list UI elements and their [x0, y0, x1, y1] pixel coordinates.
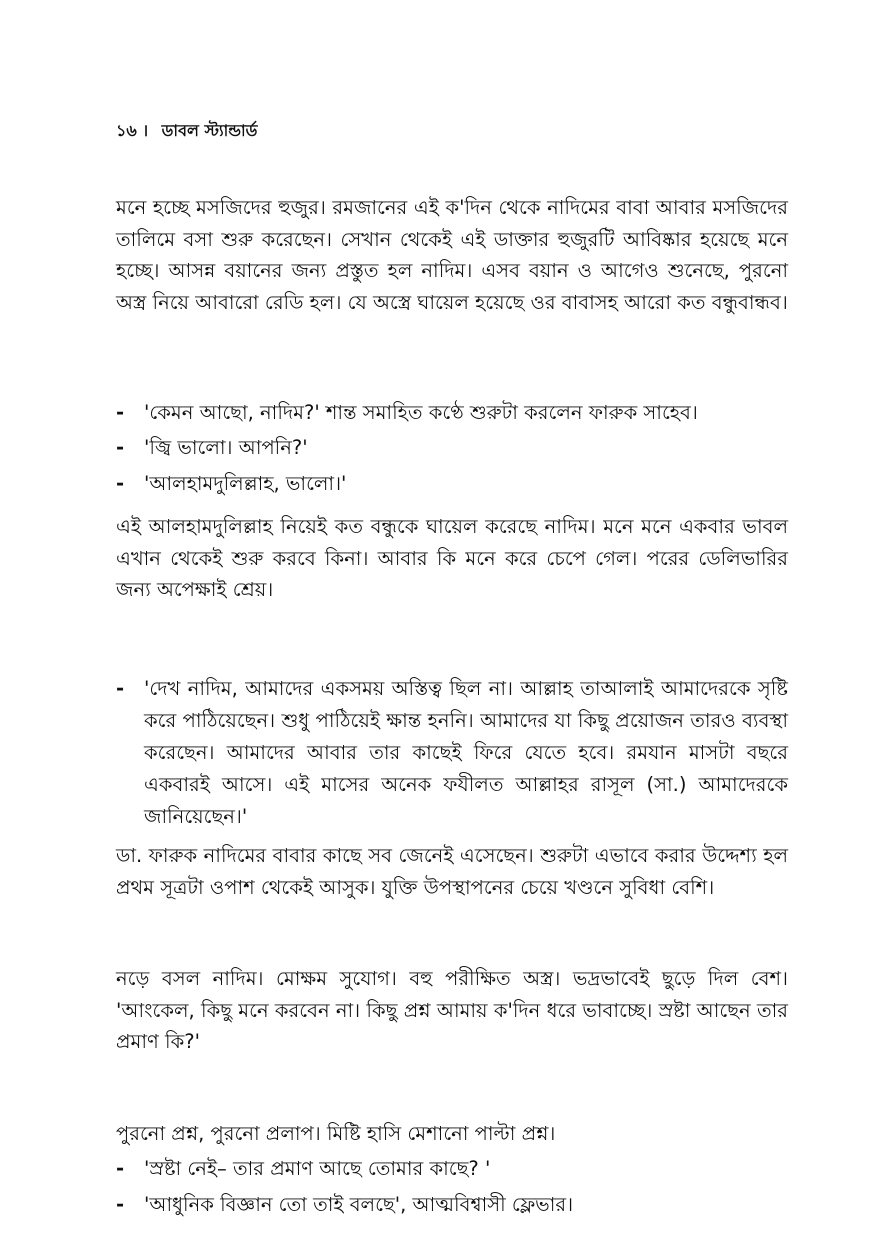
dialogue-dash: - — [116, 472, 125, 495]
dialogue-line-1 — [116, 397, 788, 429]
dialogue-dash: - — [116, 401, 125, 424]
dialogue-text: 'স্রষ্টা নেই– তার প্রমাণ আছে তোমার কাছে? ' — [144, 1157, 491, 1180]
dialogue-line-6 — [116, 1189, 788, 1221]
dialogue-text: 'কেমন আছো, নাদিম?' শান্ত সমাহিত কণ্ঠে শুরুটা করলেন ফারুক সাহেব। — [144, 401, 698, 424]
dialogue-text: 'দেখ নাদিম, আমাদের একসময় অস্তিত্ব ছিল না। আল্লাহ তাআলাই আমাদেরকে সৃষ্টি করে পাঠিয়েছেন। শুধু পাঠিয়েই ক্ষান্ত হননি। আমাদের যা কিছু প্রয়োজন তারও ব্যবস্থা করেছেন। আমাদের আবার তার কাছেই ফিরে যেতে হবে। রমযান মাসটা বছরে একবারই আসে। এই মাসের অনেক ফযীলত আল্লাহর রাসূল (সা.) আমাদেরকে জানিয়েছেন।' — [144, 677, 788, 828]
dialogue-line-4 — [116, 673, 788, 833]
paragraph-1: মনে হচ্ছে মসজিদের হুজুর। রমজানের এই ক'দিন থেকে নাদিমের বাবা আবার মসজিদের তালিমে বসা শুরু করেছেন। সেখান থেকেই এই ডাক্তার হুজুরটি আবিষ্কার হয়েছে মনে হচ্ছে। আসন্ন বয়ানের জন্য প্রস্তুত হল নাদিম। এসব বয়ান ও আগেও শুনেছে, পুরনো অস্ত্র নিয়ে আবারো রেডি হল। যে অস্ত্রে ঘায়েল হয়েছে ওর বাবাসহ আরো কত বন্ধুবান্ধব। — [116, 196, 788, 314]
paragraph-5: পুরনো প্রশ্ন, পুরনো প্রলাপ। মিষ্টি হাসি মেশানো পাল্টা প্রশ্ন। — [116, 1122, 556, 1145]
dialogue-dash: - — [116, 436, 125, 459]
dialogue-line-5 — [116, 1153, 788, 1185]
dialogue-dash: - — [116, 677, 125, 700]
dialogue-line-2 — [116, 432, 788, 464]
paragraph-2: এই আলহামদুলিল্লাহ নিয়েই কত বন্ধুকে ঘায়েল করেছে নাদিম। মনে মনে একবার ভাবল এখান থেকেই শুরু করবে কিনা। আবার কি মনে করে চেপে গেল। পরের ডেলিভারির জন্য অপেক্ষাই শ্রেয়। — [116, 515, 788, 601]
dialogue-dash: - — [116, 1157, 125, 1180]
page-number: ১৬ । — [116, 121, 149, 140]
page-header — [116, 118, 257, 145]
dialogue-line-3 — [116, 468, 788, 500]
dialogue-text: 'আলহামদুলিল্লাহ, ভালো।' — [144, 472, 347, 495]
dialogue-dash: - — [116, 1193, 125, 1216]
dialogue-text: 'জ্বি ভালো। আপনি?' — [144, 436, 308, 459]
dialogue-text: 'আধুনিক বিজ্ঞান তো তাই বলছে', আত্মবিশ্বাসী ফ্লেভার। — [144, 1193, 574, 1216]
paragraph-4: নড়ে বসল নাদিম। মোক্ষম সুযোগ। বহু পরীক্ষিত অস্ত্র। ভদ্রভাবেই ছুড়ে দিল বেশ। 'আংকেল, কিছু মনে করবেন না। কিছু প্রশ্ন আমায় ক'দিন ধরে ভাবাচ্ছে। স্রষ্টা আছেন তার প্রমাণ কি?' — [116, 967, 788, 1053]
book-title: ডাবল স্ট্যান্ডার্ড — [161, 121, 258, 140]
paragraph-3: ডা. ফারুক নাদিমের বাবার কাছে সব জেনেই এসেছেন। শুরুটা এভাবে করার উদ্দেশ্য হল প্রথম সূত্রটা ওপাশ থেকেই আসুক। যুক্তি উপস্থাপনের চেয়ে খণ্ডনে সুবিধা বেশি। — [116, 844, 788, 899]
